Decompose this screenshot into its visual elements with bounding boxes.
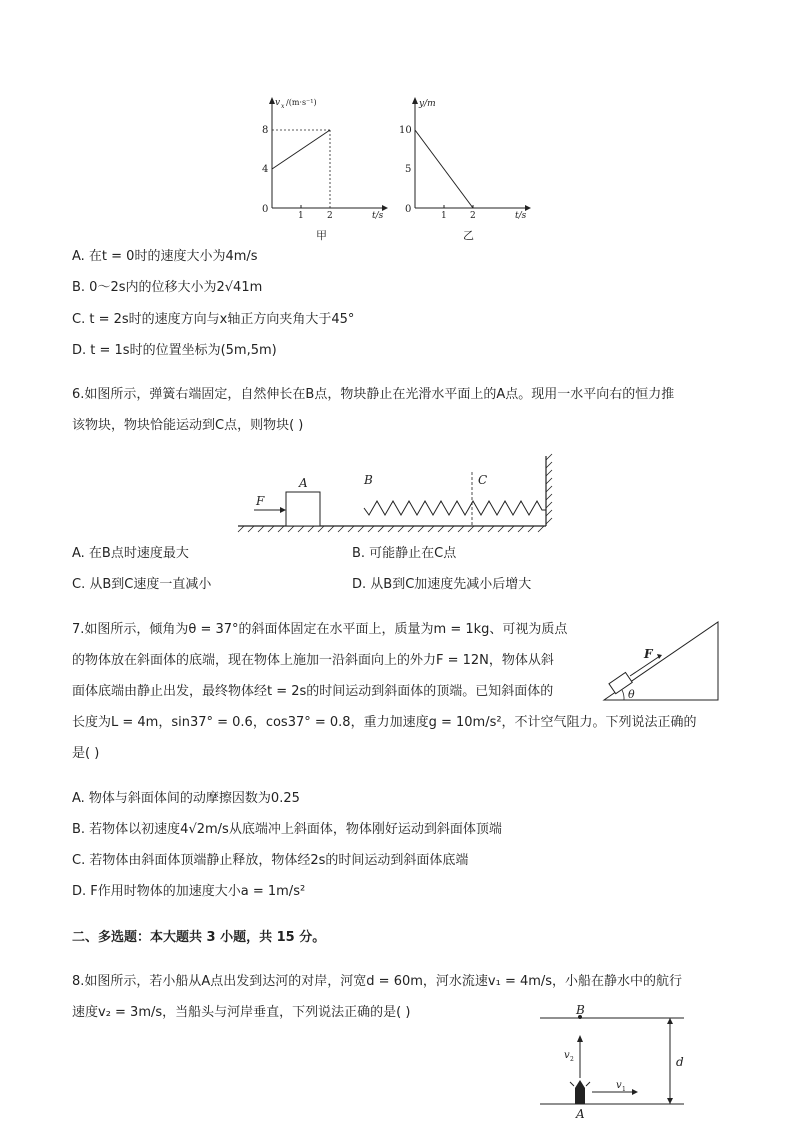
q6-option-c: C. 从B到C速度一直减小 bbox=[72, 577, 212, 592]
q7-option-d: D. F作用时物体的加速度大小a = 1m/s² bbox=[72, 884, 306, 899]
fig6-label-c: C bbox=[478, 473, 488, 487]
yi-y-tick-5: 5 bbox=[405, 164, 412, 175]
spring bbox=[364, 501, 546, 515]
jia-caption: 甲 bbox=[316, 229, 327, 242]
yi-x-label: t/s bbox=[515, 211, 527, 221]
jia-y-label: v bbox=[275, 98, 281, 108]
figure-incline bbox=[600, 618, 724, 704]
position-line bbox=[415, 130, 473, 208]
jia-y-tick-0: 0 bbox=[262, 204, 269, 215]
q7-stem-line4: 长度为L = 4m，sin37° = 0.6，cos37° = 0.8，重力加速度g = 10m/s²，不计空气阻力。下列说法正确的 bbox=[72, 715, 697, 730]
q7-stem-line1: 7.如图所示，倾角为θ = 37°的斜面体固定在水平面上，质量为m = 1kg、可视为质点 bbox=[72, 622, 568, 637]
jia-x-tick-1: 1 bbox=[298, 211, 304, 221]
block-a bbox=[286, 492, 320, 526]
fig8-label-v1-sub: 1 bbox=[622, 1086, 626, 1093]
q7-option-b: B. 若物体以初速度4√2m/s从底端冲上斜面体，物体刚好运动到斜面体顶端 bbox=[72, 822, 502, 837]
yi-y-tick-10: 10 bbox=[399, 125, 412, 136]
q7-option-c: C. 若物体由斜面体顶端静止释放，物体经2s的时间运动到斜面体底端 bbox=[72, 853, 469, 868]
q6-option-d: D. 从B到C加速度先减小后增大 bbox=[352, 577, 532, 592]
fig8-label-d: d bbox=[676, 1055, 684, 1069]
jia-x-tick-2: 2 bbox=[327, 211, 333, 221]
yi-x-tick-2: 2 bbox=[470, 211, 476, 221]
jia-y-label-unit: /(m·s⁻¹) bbox=[286, 98, 317, 107]
q7-stem-line5: 是( ) bbox=[72, 746, 100, 761]
q5-option-c: C. t = 2s时的速度方向与x轴正方向夹角大于45° bbox=[72, 312, 355, 327]
figure-jia bbox=[250, 92, 390, 242]
fig7-label-f: F bbox=[644, 647, 653, 661]
figure-spring bbox=[236, 452, 566, 538]
q6-option-b: B. 可能静止在C点 bbox=[352, 546, 457, 561]
fig8-label-b: B bbox=[576, 1003, 585, 1017]
q7-option-a: A. 物体与斜面体间的动摩擦因数为0.25 bbox=[72, 791, 300, 806]
figure-river bbox=[536, 1000, 692, 1123]
fig8-label-v2-sub: 2 bbox=[570, 1056, 574, 1063]
q5-option-b: B. 0～2s内的位移大小为2√41m bbox=[72, 280, 263, 295]
q8-stem-line1: 8.如图所示，若小船从A点出发到达河的对岸，河宽d = 60m，河水流速v₁ = 4m/s，小船在静水中的航行 bbox=[72, 974, 683, 989]
q6-stem-line1: 6.如图所示，弹簧右端固定，自然伸长在B点，物块静止在光滑水平面上的A点。现用一水平向右的恒力推 bbox=[72, 387, 675, 402]
q6-stem-line2: 该物块，物块恰能运动到C点，则物块( ) bbox=[72, 418, 304, 433]
yi-y-tick-0: 0 bbox=[405, 204, 412, 215]
jia-y-tick-4: 4 bbox=[262, 164, 269, 175]
fig7-label-theta: θ bbox=[628, 688, 635, 701]
jia-y-tick-8: 8 bbox=[262, 125, 269, 136]
velocity-line bbox=[272, 130, 330, 169]
figure-yi bbox=[393, 92, 533, 242]
q5-option-d: D. t = 1s时的位置坐标为(5m,5m) bbox=[72, 343, 277, 358]
q8-stem-line2: 速度v₂ = 3m/s，当船头与河岸垂直，下列说法正确的是( ) bbox=[72, 1005, 411, 1020]
yi-y-label: y/m bbox=[419, 99, 436, 109]
fig6-label-f: F bbox=[256, 494, 265, 508]
q6-option-a: A. 在B点时速度最大 bbox=[72, 546, 189, 561]
fig8-label-a: A bbox=[576, 1107, 585, 1121]
boat-icon bbox=[575, 1080, 585, 1104]
jia-y-label-sub: x bbox=[281, 103, 285, 110]
q7-stem-line3: 面体底端由静止出发，最终物体经t = 2s的时间运动到斜面体的顶端。已知斜面体的 bbox=[72, 684, 554, 699]
q5-option-a: A. 在t = 0时的速度大小为4m/s bbox=[72, 249, 258, 264]
fig6-label-a: A bbox=[299, 476, 308, 490]
section-heading: 二、多选题：本大题共 3 小题，共 15 分。 bbox=[72, 930, 326, 945]
yi-x-tick-1: 1 bbox=[441, 211, 447, 221]
fig8-label-v1: v bbox=[616, 1080, 622, 1091]
fig6-label-b: B bbox=[364, 473, 373, 487]
q7-stem-line2: 的物体放在斜面体的底端，现在物体上施加一沿斜面向上的外力F = 12N，物体从斜 bbox=[72, 653, 554, 668]
fig8-label-v2: v bbox=[564, 1050, 570, 1061]
jia-x-label: t/s bbox=[372, 211, 384, 221]
yi-caption: 乙 bbox=[463, 229, 474, 242]
